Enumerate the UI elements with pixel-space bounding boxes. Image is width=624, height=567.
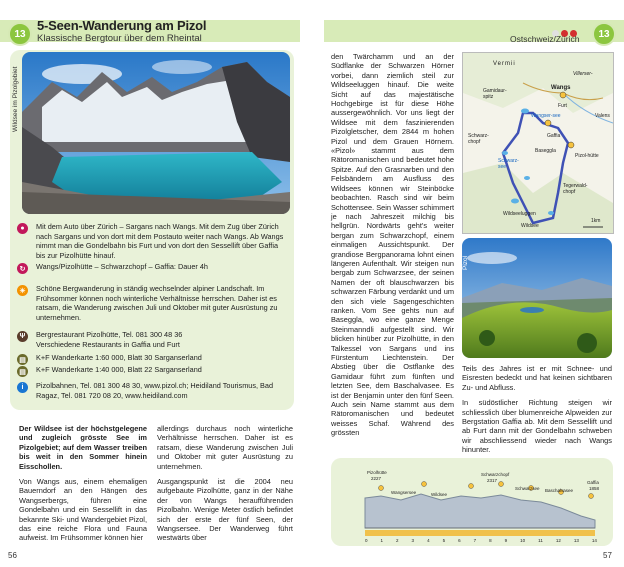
map-label: Pizol-hütte [575,153,599,159]
info-text: Schöne Bergwanderung in ständig wechselnder alpiner Landschaft. Im Frühsommer können noch winterliche Verhältnisse herrschen. Daher ist es ratsam, die Wanderung zwischen Juli und Oktober mit guter Ausrüstung zu unternehmen. [36,284,278,322]
left-column-2 [157,424,293,549]
info-text: K+F Wanderkarte 1:40 000, Blatt 22 Sarganserland [36,365,202,374]
route-icon: ↻ [17,263,28,274]
x-tick-label: 1 [380,538,384,543]
info-text: Mit dem Auto über Zürich – Sargans nach Wangs. Mit dem Zug über Zürich nach Sargans und von dort mit dem Postauto weiter nach Wangs. Ab Wangs nimmt man die Gondelbahn bis Furt und von dort den Sessellift über Gaffia bis zur Pizolhütte hinauf. [36,222,284,260]
page-number-right: 57 [603,551,612,560]
map-label: Wangs [551,85,571,91]
map-label: Valens [595,113,610,119]
paragraph: In südöstlicher Richtung steigen wir schliesslich über blumenreiche Alpweiden zur Bergstation Gaffia ab. Mit dem Sessellift und ab Furt dann mit der Gondelbahn schweben wir abschliessend wieder nach Wangs hinunter. [462,398,612,455]
paragraph: Ausgangspunkt ist die 2004 neu aufgebaute Pizolhütte, ganz in der Nähe der von Wangs heraufführenden Pizolbahn. Wenige Meter östlich befindet sich der erste der fünf Seen, der Wangsersee. Der Wanderweg führt westwärts über [157,477,293,543]
profile-peak-label: Gaffia [587,480,599,485]
profile-peak-label: Baschalvasee [545,488,574,493]
x-tick-label: 14 [591,538,597,543]
profile-peak-alt: 1858 [589,486,600,491]
x-tick-label: 2 [396,538,399,543]
map-label: Wildseeluggen [503,211,536,217]
profile-xaxis [365,538,597,543]
map-label: Furt [558,103,567,109]
info-list [17,222,289,407]
map-label: Gaffia [547,133,561,139]
tour-number-badge-left: 13 [8,22,32,46]
sun-icon: ☀ [17,285,28,296]
x-tick-label: 9 [504,538,508,543]
map-icon: ▤ [17,354,28,365]
pizol-photo [462,238,612,358]
info-map-2 [17,365,286,377]
info-text: K+F Wanderkarte 1:60 000, Blatt 30 Sarganserland [36,353,202,362]
map-icon: ▤ [17,366,28,377]
info-arrival [17,222,286,260]
info-character [17,284,286,322]
x-tick-label: 8 [489,538,492,543]
paragraph: den Twärchamm und an der Südflanke der Schwarzen Hörner vorbei, dann ziemlich steil zur Wildseeluggen hinauf. Die weite Sicht auf das majestätische Hochgebirge ist für diese Höhe aussergewöhnlich. Vor uns liegt der Wildsee mit dem faszinierenden Pizolgletscher, dem 2844 m hohen Pizol und dem Grauen Hörnern. «Pizol» stammt aus dem Rätoromanischen und bedeutet hohe Spitze. Auf den Grasnarben und den Felsbändern am Ausfluss des Wildsees können wir Steinböcke beobachten. Rasch sind wir beim Schottensee. Sein Wasser schimmert je nach Jahreszeit milchig bis hellgrün. Nordwärts geht's weiter bergan zum Schwarzchopf, einem einmaligen Aussichtspunkt. Der grandiose Bergpanorama lohnt einen längeren Aufenthalt. Wir steigen nun bergab zum Schwarzsee, der seinen Namen der oft blauschwarzen bis schwarzen Färbung verdankt und um den sich viele Sagengeschichten ranken. Vom See gehts nun auf Baseggla, wo eine ganze Menge Steinmanndli aufgestellt sind. Wir blicken hinüber zur Pizolhütte, in den Talkessel von Sargans und ins Fürstentum Liechtenstein. Der Abstieg über die Ostflanke des Gamidaur führt zum fünften und letzten See, dem Baschalvasee. Es ist der Benjamin unter den fünf Seen. Auch sein Name stammt aus dem Rätoromanischen und bedeutet weisses Schaf. Während des grössten [331,52,454,438]
lead-paragraph: Der Wildsee ist der höchstgelegene und zugleich grösste See im Pizolgebiet; auf dem Wasser treiben bis weit in den Sommer hinein Eisschollen. [19,424,147,471]
info-icon: i [17,382,28,393]
map-label: Gamidaur-spitz [483,88,507,100]
profile-peak-alt: 2317 [487,478,498,483]
location-pin-icon: ● [17,223,28,234]
restaurant-icon: Ψ [17,331,28,342]
photo-caption-right: Pizol [462,255,469,270]
x-tick-label: 11 [538,538,543,543]
elevation-profile-box [331,458,613,546]
map-label: Villerser- [573,71,593,77]
map-label: Tegerwald-chopf [563,183,588,195]
x-tick-label: 12 [555,538,561,543]
map-label: Schwarz-chopf [468,133,489,145]
info-text: Bergrestaurant Pizolhütte, Tel. 081 300 48 36 Verschiedene Restaurants in Gaffia und Furt [36,330,183,349]
page-number-left: 56 [8,551,17,560]
paragraph: Teils des Jahres ist er mit Schnee- und Eisresten bedeckt und hat keinen sichtbaren Zu- und Abfluss. [462,364,612,392]
map-label: Wangser-see [531,113,561,119]
x-tick-label: 0 [365,538,368,543]
info-restaurant [17,330,286,349]
map-label: Schwarz-see [498,158,519,170]
profile-peak-label: Schwarzsee [515,486,540,491]
x-tick-label: 13 [573,538,579,543]
info-route [17,262,286,274]
photo-caption-left: Wildsee im Pizolgebiet [12,66,19,132]
x-tick-label: 6 [458,538,461,543]
paragraph: allerdings durchaus noch winterliche Verhältnisse herrschen. Daher ist es ratsam, diese Wanderung zwischen Juli und Oktober mit guter Ausrüstung zu unternehmen. [157,424,293,471]
profile-peak-label: Schwarzchopf [481,472,510,477]
region-label: Ostschweiz/Zürich [510,34,580,44]
tour-title: 5-Seen-Wanderung am Pizol [37,18,207,33]
tour-number-badge-right: 13 [592,22,616,46]
tour-subtitle: Klassische Bergtour über dem Rheintal [37,33,202,44]
wildsee-photo [22,52,290,214]
profile-peak-label: Wangsersee [391,490,417,495]
info-text: Pizolbahnen, Tel. 081 300 48 30, www.pizol.ch; Heidiland Tourismus, Bad Ragaz, Tel. 081 720 08 20, www.heidiland.com [36,381,274,400]
x-tick-label: 4 [427,538,430,543]
map-label: Vermii [493,61,516,67]
x-tick-label: 7 [473,538,477,543]
x-tick-label: 10 [520,538,526,543]
map-scale-label: 1km [591,218,601,224]
profile-peak-label: Pizolhütte [367,470,387,475]
x-tick-label: 3 [411,538,415,543]
info-text: Wangs/Pizolhütte – Schwarzchopf – Gaffia: Dauer 4h [36,262,208,271]
info-map-1 [17,353,286,365]
right-column-2 [462,364,612,461]
left-column-1 [19,424,147,549]
right-column-1 [331,52,454,444]
x-tick-label: 5 [442,538,446,543]
profile-peak-alt: 2227 [371,476,382,481]
map-label: Baseggla [535,148,556,154]
profile-peak-label: Wildsee [431,492,448,497]
paragraph: Von Wangs aus, einem ehemaligen Bauerndorf an den Hängen des Wangserbergs, führen eine Gondelbahn und ein Sessellift in das bekannte Ski- und Wandergebiet Pizol, das eine reiche Flora und Fauna aufweist. Im Frühsommer können hier [19,477,147,543]
map-label: Wildsee [521,223,539,229]
route-map [462,52,614,234]
info-contact [17,381,286,400]
